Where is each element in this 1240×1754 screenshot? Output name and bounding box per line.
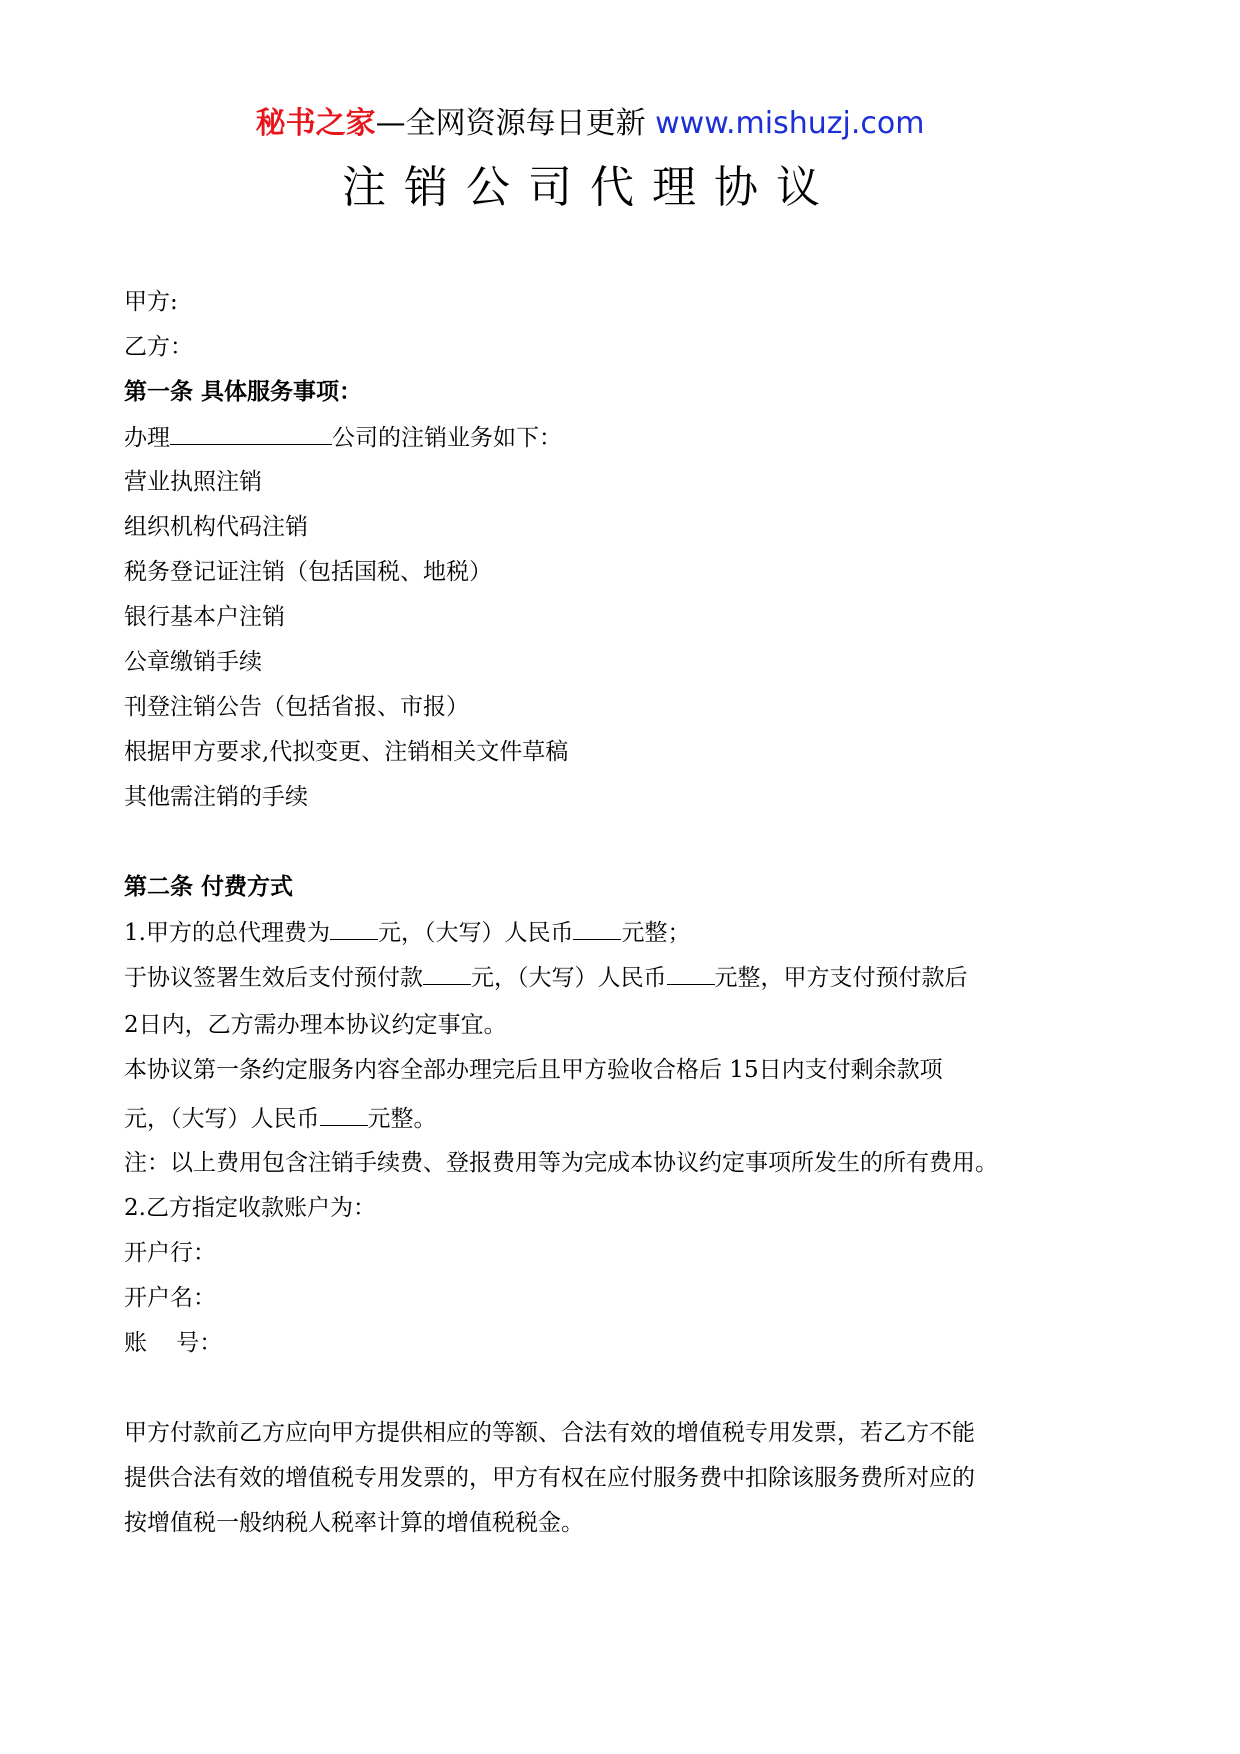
account-title: 2.乙方指定收款账户为：	[124, 1195, 376, 1221]
text-span: 元，（大写）人民币	[471, 965, 667, 991]
balance-line: 本协议第一条约定服务内容全部办理完后且甲方验收合格后 15日内支付剩余款项	[124, 1057, 943, 1083]
service-item: 其他需注销的手续	[124, 784, 308, 810]
text-span: 元整。	[367, 1106, 437, 1132]
service-item: 刊登注销公告（包括省报、市报）	[124, 694, 469, 720]
service-item: 营业执照注销	[124, 469, 262, 495]
invoice-clause-line: 提供合法有效的增值税专用发票的，甲方有权在应付服务费中扣除该服务费所对应的	[124, 1465, 975, 1491]
text-span: 1.甲方的总代理费为	[124, 920, 330, 946]
amount-blank	[423, 962, 471, 985]
bank-line: 开户行：	[124, 1240, 216, 1266]
account-name-line: 开户名：	[124, 1285, 216, 1311]
text-span: 于协议签署生效后支付预付款	[124, 965, 423, 991]
balance-amount-line	[124, 1103, 1084, 1134]
service-item: 组织机构代码注销	[124, 514, 308, 540]
article-2-heading: 第二条 付费方式	[124, 873, 294, 900]
service-item: 根据甲方要求,代拟变更、注销相关文件草稿	[124, 739, 569, 765]
article-1-intro	[124, 422, 1084, 453]
invoice-clause-line: 按增值税一般纳税人税率计算的增值税税金。	[124, 1510, 584, 1536]
account-number-line: 账 号：	[124, 1330, 223, 1356]
prepayment-line-2: 2日内，乙方需办理本协议约定事宜。	[124, 1012, 507, 1038]
text-span: 元，（大写）人民币	[377, 920, 574, 946]
text-span: 元整；	[621, 920, 691, 946]
total-fee-line	[124, 917, 1084, 948]
amount-blank	[667, 962, 715, 985]
banner-tagline: —全网资源每日更新	[375, 106, 646, 141]
service-item: 公章缴销手续	[124, 649, 262, 675]
intro-prefix: 办理	[124, 425, 170, 451]
company-name-blank	[170, 422, 332, 445]
banner-url[interactable]: www.mishuzj.com	[655, 106, 925, 141]
article-1-heading: 第一条 具体服务事项：	[124, 378, 363, 405]
party-b-line: 乙方：	[124, 334, 193, 360]
amount-blank	[330, 917, 378, 940]
site-banner	[0, 104, 1180, 144]
amount-blank	[573, 917, 621, 940]
banner-brand: 秘书之家	[255, 106, 376, 141]
service-item: 税务登记证注销（包括国税、地税）	[124, 559, 492, 585]
prepayment-line	[124, 962, 1084, 993]
service-item: 银行基本户注销	[124, 604, 285, 630]
intro-suffix: 公司的注销业务如下：	[332, 425, 562, 451]
text-span: 元整，甲方支付预付款后	[714, 965, 968, 991]
document-title: 注销公司代理协议	[342, 162, 838, 213]
amount-blank	[320, 1103, 368, 1126]
fee-note: 注：以上费用包含注销手续费、登报费用等为完成本协议约定事项所发生的所有费用。	[124, 1150, 998, 1176]
party-a-line: 甲方:	[124, 289, 178, 315]
text-span: 元，（大写）人民币	[124, 1106, 320, 1132]
invoice-clause-line: 甲方付款前乙方应向甲方提供相应的等额、合法有效的增值税专用发票，若乙方不能	[124, 1420, 975, 1446]
